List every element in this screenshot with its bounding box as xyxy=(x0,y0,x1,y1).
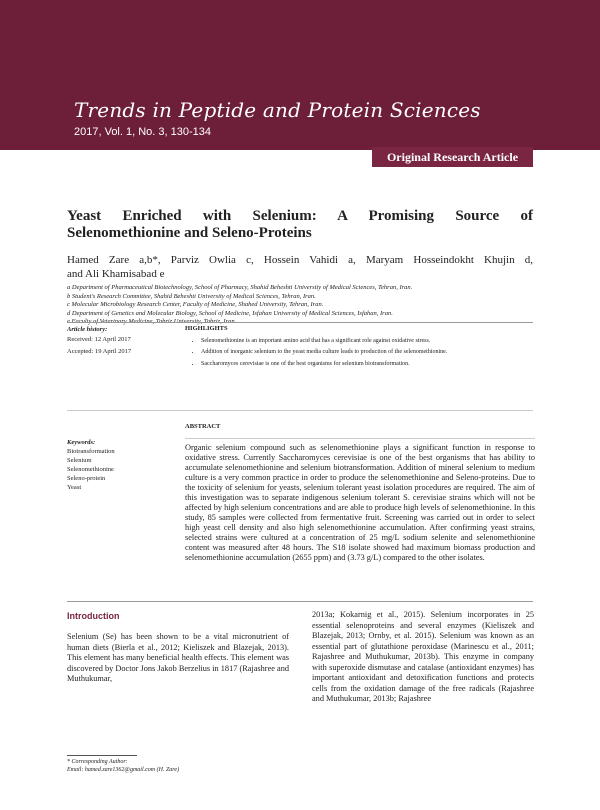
highlights-label: HIGHLIGHTS xyxy=(185,325,228,332)
abstract-text: Organic selenium compound such as selenomethionine plays a significant function in response to oxidative stress. Currently Saccharomyces cerevisiae is one of the best organisms that has ability to accumulate selenomethionine and selenium biotransformation. Addition of mineral selenium to medium culture is a very common practice in order to produce the selenomethionine and Seleno-proteins. Due to the toxicity of selenium for yeasts, selenium tolerant yeast isolation procedures are required. The aim of this investigation was to separate indigenous selenium tolerant S. cerevisiae strains which will not be affected by high selenium concentrations and are able to produce high levels of selenomethionine. In this study, 85 samples were collected from fermentative fruit. Screening was carried out in order to select high yeast cell density and also high selenomethionine accumulation. After confirming yeast strains, selected strains were cultured at a concentration of 25 mg/L sodium selenite and selenomethionine content was measured after 48 hours. The S18 isolate showed had maximum biomass production and selenomethionine accumulation (2655 ppm) and (3.73 g/L) compared to the other isolates. xyxy=(185,443,535,562)
article-type: Original Research Article xyxy=(386,150,519,164)
keyword: Selenium xyxy=(67,457,92,464)
keyword: Yeast xyxy=(67,484,82,491)
intro-left-column: Selenium (Se) has been shown to be a vital micronutrient of human diets (Bierla et al., 2012; Kieliszek and Blazejak, 2013). This element has many beneficial health effects. This element was discovered by Doctor Jons Jakob Berzelius in 1817 (Rajashree and Muthukumar, xyxy=(67,632,289,683)
keywords xyxy=(67,438,172,492)
affiliation: b Student's Research Committee, Shahid Beheshti University of Medical Sciences, Tehran, Iran. xyxy=(67,292,316,300)
divider xyxy=(185,438,535,439)
affiliations xyxy=(67,284,537,327)
intro-right-column: 2013a; Kokarnig et al., 2015). Selenium incorporates in 25 essential selenoproteins and several enzymes (Kieliszek and Blazejak, 2013; Ornby, et al. 2015). Selenium was known as an essential part of glutathione peroxidase (Marinescu et al., 2011; Rajashree and Muthukumar, 2013b). This enzyme in company with superoxide dismutase and catalase (antioxidant enzymes) has important antioxidant and detoxification functions and protects cells from the oxidation damage of the free radicals (Rajashree and Muthukumar, 2013b; Rajashree xyxy=(312,610,534,703)
footnote xyxy=(67,758,287,774)
affiliation: c Molecular Microbiology Research Center, Faculty of Medicine, Shahed University, Tehran, Iran. xyxy=(67,301,324,308)
article-type-bar xyxy=(372,147,533,167)
divider xyxy=(67,601,533,602)
divider xyxy=(67,322,533,323)
abstract xyxy=(185,422,535,563)
abstract-label: ABSTRACT xyxy=(185,423,221,430)
keyword: Selenomethionine xyxy=(67,466,114,473)
keyword: Biotransformation xyxy=(67,448,115,455)
keyword: Seleno-protein xyxy=(67,475,106,482)
footnote-divider xyxy=(67,755,137,756)
highlights xyxy=(185,325,535,371)
journal-title: Trends in Peptide and Protein Sciences xyxy=(74,98,481,122)
journal-meta: 2017, Vol. 1, No. 3, 130-134 xyxy=(74,126,211,138)
highlight-item: • Selenomethionine is an important amino acid that has a significant role against oxidative stress. xyxy=(201,337,535,346)
author-email: Email: hamed.zare1362@gmail.com (H. Zare) xyxy=(67,767,180,773)
history-label: Article history: xyxy=(67,326,108,333)
authors-line1: Hamed Zare a,b*, Parviz Owlia c, Hossein Vahidi a, Maryam Hosseindokht Khujin d, xyxy=(67,254,533,266)
authors xyxy=(67,253,533,281)
article-history xyxy=(67,325,172,356)
highlight-item: • Saccharomyces cerevisiae is one of the best organisms for selenium biotransformation. xyxy=(201,360,535,369)
received-date: Received: 12 April 2017 xyxy=(67,336,131,343)
affiliation: d Department of Genetics and Molecular Biology, School of Medicine, Isfahan University of Medical Sciences, Isfahan, Iran. xyxy=(67,309,393,317)
highlight-item: • Addition of inorganic selenium to the yeast media culture leads to production of the selenomethionine. xyxy=(201,348,535,357)
introduction-heading: Introduction xyxy=(67,611,120,621)
affiliation: a Department of Pharmaceutical Biotechnology, School of Pharmacy, Shahid Beheshti University of Medical Sciences, Tehran, Iran. xyxy=(67,284,413,291)
accepted-date: Accepted: 19 April 2017 xyxy=(67,348,132,355)
divider xyxy=(67,410,533,411)
journal-banner xyxy=(0,0,600,150)
article-title-line2: Selenomethionine and Seleno-Proteins xyxy=(67,225,312,241)
article-title-line1: Yeast Enriched with Selenium: A Promising Source of xyxy=(67,208,533,224)
corresponding-author: * Corresponding Author: xyxy=(67,759,128,765)
keywords-label: Keywords: xyxy=(67,439,96,446)
authors-line2: and Ali Khamisabad e xyxy=(67,268,165,280)
